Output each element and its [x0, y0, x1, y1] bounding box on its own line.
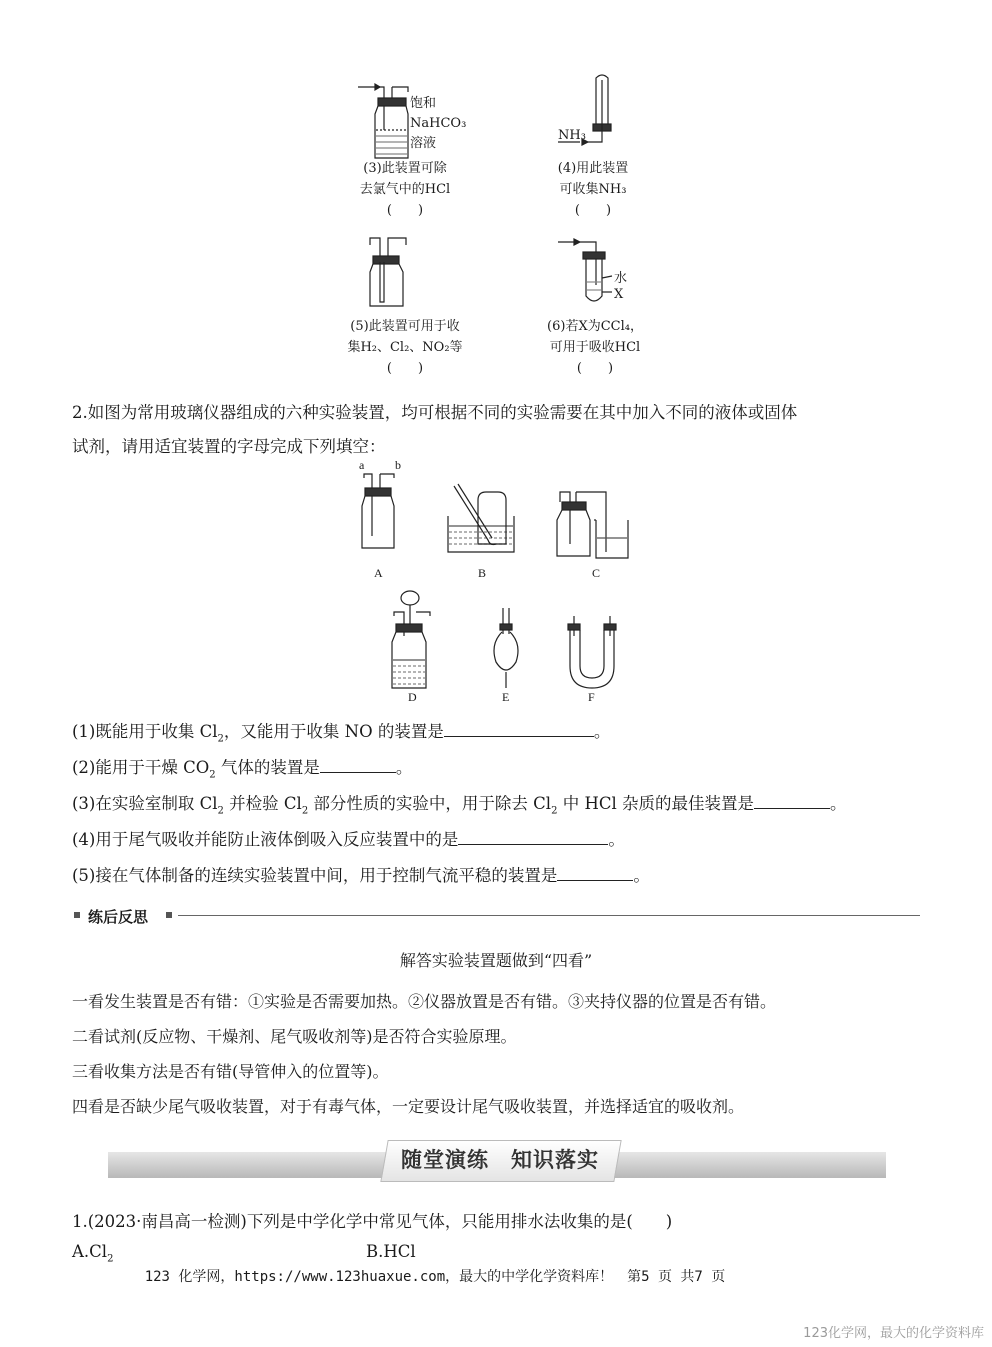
apparatus-a — [362, 474, 394, 548]
label-nahco3: 饱和 NaHCO₃ 溶液 — [410, 96, 467, 151]
apparatus-f — [568, 616, 616, 688]
apparatus-label-e: E — [502, 690, 510, 704]
apparatus-label-d: D — [408, 690, 417, 704]
header-bullet-icon — [74, 912, 80, 918]
apparatus-label-b: B — [478, 566, 487, 580]
apparatus-b — [448, 484, 514, 552]
reflection-line: 三看收集方法是否有错(导管伸入的位置等)。 — [72, 1062, 389, 1081]
reflection-body — [72, 984, 776, 1124]
caption-item-3: (3)此装置可除 去氯气中的HCl ( ) — [350, 158, 460, 221]
sub-question-4: (4)用于尾气吸收并能防止液体倒吸入反应装置中的是 。 — [72, 830, 625, 849]
figure-2-drawing — [350, 466, 650, 710]
label-water: 水 — [614, 271, 628, 286]
caption-item-6: (6)若X为CCl₄， 可用于吸收HCl ( ) — [530, 316, 660, 379]
caption-item-4: (4)用此装置 可收集NH₃ ( ) — [538, 158, 648, 221]
q2-intro-line1: 2.如图为常用玻璃仪器组成的六种实验装置，均可根据不同的实验需要在其中加入不同的液体或固体 — [72, 403, 798, 422]
reflection-header — [72, 906, 922, 926]
wash-bottle-3 — [358, 84, 408, 158]
answer-paren-5[interactable]: ( ) — [386, 361, 424, 376]
practice-q1: 1.(2023·南昌高一检测)下列是中学化学中常见气体，只能用排水法收集的是( ) — [72, 1212, 673, 1231]
watermark: 123化学网，最大的化学资料库 — [803, 1326, 984, 1341]
gas-bottle-5 — [370, 238, 406, 306]
answer-paren-6[interactable]: ( ) — [576, 361, 614, 376]
blank-5[interactable] — [557, 864, 633, 881]
tube-label-b: b — [395, 458, 401, 472]
reflection-line: 四看是否缺少尾气吸收装置，对于有毒气体，一定要设计尾气吸收装置，并选择适宜的吸收剂。 — [72, 1097, 745, 1116]
blank-4[interactable] — [458, 828, 608, 845]
tube-label-a: a — [359, 458, 365, 472]
reflection-title: 练后反思 — [88, 908, 149, 926]
header-bullet-icon — [166, 912, 172, 918]
apparatus-label-f: F — [588, 690, 595, 704]
blank-2[interactable] — [320, 756, 396, 773]
q2-intro-line2: 试剂，请用适宜装置的字母完成下列填空： — [72, 437, 386, 456]
q2-intro — [72, 396, 922, 464]
sub-question-3: (3)在实验室制取 $Cl_2$ 并检验 $Cl_2$ 部分性质的实验中，用于除去 $Cl_2$ 中 HCl 杂质的最佳装置是 。 — [72, 794, 847, 817]
apparatus-d — [392, 591, 430, 688]
blank-1[interactable] — [444, 720, 594, 737]
caption-item-5: (5)此装置可用于收 集H₂、Cl₂、NO₂等 ( ) — [340, 316, 470, 379]
reflection-subtitle: 解答实验装置题做到“四看” — [399, 951, 593, 970]
label-x: X — [614, 287, 624, 302]
apparatus-e — [494, 608, 518, 688]
apparatus-label-a: A — [374, 566, 383, 580]
option-b: B.HCl — [366, 1242, 416, 1261]
page-footer: 123 化学网，https://www.123huaxue.com，最大的中学化学资料库！ 第5 页 共7 页 — [144, 1269, 726, 1285]
answer-paren-4[interactable]: ( ) — [574, 203, 612, 218]
sub-question-2: (2)能用于干燥 $CO_2$ 气体的装置是 。 — [72, 758, 413, 781]
reflection-line: 一看发生装置是否有错：①实验是否需要加热。②仪器放置是否有错。③夹持仪器的位置是否有错。 — [72, 992, 777, 1011]
apparatus-c — [557, 492, 628, 558]
label-nh3: NH₃ — [558, 128, 586, 143]
section-banner — [108, 1140, 886, 1182]
sub-question-5: (5)接在气体制备的连续实验装置中间，用于控制气流平稳的装置是 。 — [72, 866, 650, 885]
apparatus-label-c: C — [592, 566, 601, 580]
answer-paren-3[interactable]: ( ) — [386, 203, 424, 218]
header-divider — [178, 915, 920, 916]
banner-title: 随堂演练 知识落实 — [401, 1148, 599, 1172]
sub-question-1: (1)既能用于收集 $Cl_2$，又能用于收集 NO 的装置是 。 — [72, 722, 611, 745]
blank-3[interactable] — [754, 792, 830, 809]
option-a: $A.Cl_2$ — [72, 1242, 114, 1265]
reflection-line: 二看试剂(反应物、干燥剂、尾气吸收剂等)是否符合实验原理。 — [72, 1027, 517, 1046]
figure-2 — [350, 458, 650, 710]
figure-1 — [340, 70, 660, 380]
absorb-tube-6 — [558, 239, 612, 301]
